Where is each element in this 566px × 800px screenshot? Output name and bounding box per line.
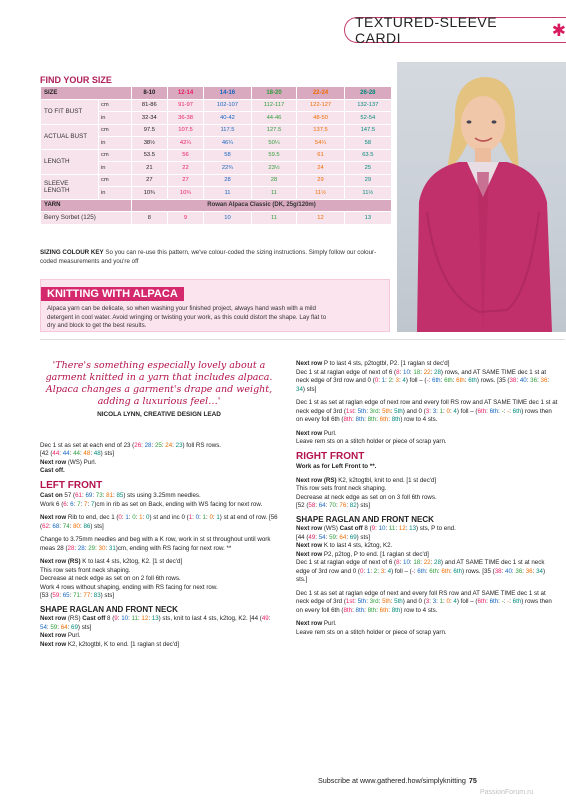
measurement-cell: 23½ [251, 162, 297, 175]
measurement-cell: 107.5 [167, 124, 204, 137]
measurement-cell: 27 [167, 174, 204, 187]
measurement-cell: 29 [344, 174, 391, 187]
size-col-4: 18-20 [251, 87, 297, 100]
measurement-cell: 59.5 [251, 149, 297, 162]
pattern-text: Next row Rib to end, dec 1 (0: 1: 0: 1: 0) st and inc 0 (1: 0: 1: 0: 1) st at end of row. [56 (62: 68: 74: 80: 86) sts] [40, 514, 278, 530]
sizing-colour-key [40, 249, 390, 266]
measurement-cell: 10¾ [132, 187, 168, 200]
find-your-size-heading: FIND YOUR SIZE [40, 75, 112, 85]
colour-qty: 9 [167, 212, 204, 225]
measurement-cell: 137.5 [297, 124, 344, 137]
measurement-label-line: SLEEVE [44, 179, 69, 187]
measurement-cell: 11½ [297, 187, 344, 200]
pattern-text: Work as for Left Front to **. [296, 463, 377, 470]
pattern-text: Cast on 57 (61: 69: 73: 81: 85) sts using 3.25mm needles. Work 6 (6: 6: 7: 7: 7)cm in rib as set on Back, ending with WS facing for next row. [40, 492, 263, 508]
measurement-cell: 11 [204, 187, 251, 200]
unit-cell: cm [99, 124, 132, 137]
measurement-cell: 36-38 [167, 112, 204, 125]
measurement-cell: 11 [251, 187, 297, 200]
measurement-cell: 147.5 [344, 124, 391, 137]
measurement-label: TO FIT BUST [41, 99, 99, 124]
colour-qty: 10 [204, 212, 251, 225]
page-number: 75 [468, 776, 477, 785]
size-table-body [41, 99, 392, 199]
measurement-cell: 58 [204, 149, 251, 162]
pattern-text: Dec 1 st as set at raglan edge of next and every foll RS row and AT SAME TIME dec 1 st at neck edge of 3rd (1st: 5th: 3rd: 5th: 5th) and 0 (3: 3: 1: 0: 4) foll – (6th: 6th: -: -: 6th) rows then on every foll 6th (8th: 8th: 8th: 6th: 8th) row to 4 sts. [296, 589, 552, 614]
size-col-3: 14-16 [204, 87, 251, 100]
unit-cell: in [99, 137, 132, 150]
unit-cell: cm [99, 149, 132, 162]
measurement-cell: 54¼ [297, 137, 344, 150]
measurement-label-line: LENGTH [44, 186, 70, 194]
measurement-cell: 25 [344, 162, 391, 175]
measurement-cell: 22¾ [204, 162, 251, 175]
unit-cell: in [99, 162, 132, 175]
measurement-cell: 122-127 [297, 99, 344, 112]
pattern-text: Next row (RS) Cast off 8 (9: 10: 11: 12: 13) sts, knit to last 4 sts, k2tog, K2. [44 (49: 54: 59: 64: 69) sts] Next row Purl. Next row K2, k2togtbl, K to end. [1 raglan st dec'd] [40, 615, 271, 648]
pattern-text: Change to 3.75mm needles and beg with a K row, work in st st throughout until work meas 28 (28: 28: 29: 30: 31)cm, ending with RS facing for next row. ** [40, 536, 271, 552]
measurement-cell: 102-107 [204, 99, 251, 112]
measurement-cell: 127.5 [251, 124, 297, 137]
size-table-row [41, 124, 392, 137]
measurement-cell: 32-34 [132, 112, 168, 125]
measurement-cell: 48-50 [297, 112, 344, 125]
measurement-cell: 28 [251, 174, 297, 187]
colour-row [41, 212, 392, 225]
unit-cell: cm [99, 99, 132, 112]
measurement-cell: 46¼ [204, 137, 251, 150]
measurement-cell: 56 [167, 149, 204, 162]
unit-cell: in [99, 187, 132, 200]
measurement-cell: 28 [204, 174, 251, 187]
measurement-cell: 52-54 [344, 112, 391, 125]
colour-qty: 11 [251, 212, 297, 225]
unit-cell: in [99, 112, 132, 125]
measurement-cell: 21 [132, 162, 168, 175]
measurement-cell: 97.5 [132, 124, 168, 137]
measurement-cell: 29 [297, 174, 344, 187]
measurement-cell: 50¼ [251, 137, 297, 150]
measurement-cell: 42¼ [167, 137, 204, 150]
measurement-label: LENGTH [41, 149, 99, 174]
measurement-cell: 24 [297, 162, 344, 175]
size-table [40, 86, 392, 225]
measurement-cell: 44-46 [251, 112, 297, 125]
yarn-row [41, 199, 392, 212]
alpaca-box-text: Alpaca yarn can be delicate, so when washing your finished project, always hand wash with a mild detergent in cool water. Avoid wringing or twisting your work, as this could distort the shape. Lay flat to dry and block to get the best results. [47, 305, 327, 329]
pattern-text: Next row (RS) K2, k2togtbl, knit to end. [1 st dec'd] This row sets front neck shaping. Decrease at neck edge as set on on 3 foll 6th rows. [52 (58: 64: 70: 76: 82) sts] [296, 476, 437, 509]
measurement-label [41, 174, 99, 199]
page-footer [318, 776, 477, 785]
knitting-with-alpaca-box [40, 279, 390, 332]
measurement-label: ACTUAL BUST [41, 124, 99, 149]
yarn-label: YARN [41, 199, 132, 212]
section-title: TEXTURED-SLEEVE CARDI [355, 14, 498, 46]
size-header-row [41, 87, 392, 100]
shape-raglan-heading: SHAPE RAGLAN AND FRONT NECK [40, 604, 178, 614]
section-divider [40, 339, 565, 340]
shape-raglan-heading-right: SHAPE RAGLAN AND FRONT NECK [296, 514, 434, 524]
size-col-5: 22-24 [297, 87, 344, 100]
unit-cell: cm [99, 174, 132, 187]
key-heading: SIZING COLOUR KEY [40, 249, 104, 256]
subscribe-link[interactable]: Subscribe at www.gathered.how/simplyknitting [318, 776, 466, 785]
alpaca-box-title: KNITTING WITH ALPACA [41, 287, 184, 301]
size-col-1: 8-10 [132, 87, 168, 100]
pattern-text: Next row Purl. Leave rem sts on a stitch holder or piece of scrap yarn. [296, 429, 447, 445]
measurement-cell: 22 [167, 162, 204, 175]
size-table-row [41, 149, 392, 162]
colour-label: Berry Sorbet (125) [41, 212, 132, 225]
measurement-cell: 58 [344, 137, 391, 150]
measurement-cell: 63.5 [344, 149, 391, 162]
size-label: SIZE [41, 87, 132, 100]
pattern-text: Dec 1 st as set at each end of 23 (26: 28: 25: 24: 23) foll RS rows. [42 (44: 44: 44: 48: 48) sts] Next row (WS) Purl. Cast off. [40, 441, 222, 474]
measurement-cell: 10¾ [167, 187, 204, 200]
colour-qty: 8 [132, 212, 168, 225]
measurement-cell: 61 [297, 149, 344, 162]
measurement-cell: 132-137 [344, 99, 391, 112]
key-text: So you can re-use this pattern, we've colour-coded the sizing instructions. Simply follow our colour-coded measurements and you're off [40, 249, 377, 265]
colour-qty: 13 [344, 212, 391, 225]
model-illustration [397, 62, 566, 332]
quote-author: NICOLA LYNN, CREATIVE DESIGN LEAD [97, 411, 221, 418]
measurement-cell: 81-86 [132, 99, 168, 112]
colour-qty: 12 [297, 212, 344, 225]
measurement-cell: 112-117 [251, 99, 297, 112]
pattern-text: Next row (WS) Cast off 8 (9: 10: 11: 12: 13) sts, P to end. [44 (49: 54: 59: 64: 69) sts] Next row K to last 4 sts, k2tog, K2. Next row P2, p2tog, P to end. [1 raglan st dec'd] Dec 1 st at raglan edge of next of 6 (8: 10: 18: 22: 28) and AT SAME TIME dec 1 st at neck edge of 3rd row and 0 (0: 1: 2: 3: 4) foll – (-: 6th: 6th: 6th: 6th) rows. [35 (38: 40: 36: 36: 34) sts.] [296, 525, 546, 583]
pattern-text: Next row (RS) K to last 4 sts, k2tog, K2. [1 st dec'd] This row sets front neck shaping. Decrease at neck edge as set on on 2 foll 6th rows. Work 4 rows without shaping, ending with RS facing for next row. [53 (59: 65: 71: 77: 83) sts] [40, 558, 218, 599]
measurement-cell: 38½ [132, 137, 168, 150]
size-col-2: 12-14 [167, 87, 204, 100]
measurement-cell: 40-42 [204, 112, 251, 125]
model-photo [397, 62, 566, 332]
pattern-text: Dec 1 st as set at raglan edge of next row and every foll RS row and AT SAME TIME dec 1 st at neck edge of 3rd (1st: 5th: 3rd: 5th: 5th) and 0 (3: 3: 1: 0: 4) foll – (6th: 6th: -: -: 6th) rows then on every foll 6th (8th: 8th: 8th: 6th: 8th) row to 4 sts. [296, 399, 558, 423]
pattern-text: Next row P to last 4 sts, p2togtbl, P2. [1 raglan st dec'd] Dec 1 st at raglan edge of next of 6 (8: 10: 18: 22: 28) rows, and AT SAME TIME dec 1 st at neck edge of 3rd row and 0 (0: 1: 2: 3: 4) foll – (-: 6th: 6th: 6th: 6th) rows. [35 (38: 40: 36: 36: 34) sts] [296, 360, 550, 393]
watermark: PassionForum.ru [480, 789, 534, 796]
left-column [40, 360, 278, 654]
measurement-cell: 117.5 [204, 124, 251, 137]
right-front-heading: RIGHT FRONT [296, 450, 365, 462]
measurement-cell: 27 [132, 174, 168, 187]
measurement-cell: 11½ [344, 187, 391, 200]
measurement-cell: 91-97 [167, 99, 204, 112]
size-col-6: 26-28 [344, 87, 391, 100]
pull-quote: 'There's something especially lovely about a garment knitted in a yarn that includes alpaca. Alpaca changes a garment's drape and weight, adding a luxurious feel…' [45, 360, 273, 407]
measurement-cell: 53.5 [132, 149, 168, 162]
pattern-text: Next row Purl. Leave rem sts on a stitch holder or piece of scrap yarn. [296, 620, 447, 636]
star-icon: ✱ [551, 20, 566, 40]
left-front-heading: LEFT FRONT [40, 479, 103, 491]
yarn-name: Rowan Alpaca Classic (DK, 25g/120m) [132, 199, 392, 212]
right-column [296, 360, 558, 642]
size-table-row [41, 174, 392, 187]
size-table-row [41, 99, 392, 112]
section-header-tab [344, 14, 566, 46]
